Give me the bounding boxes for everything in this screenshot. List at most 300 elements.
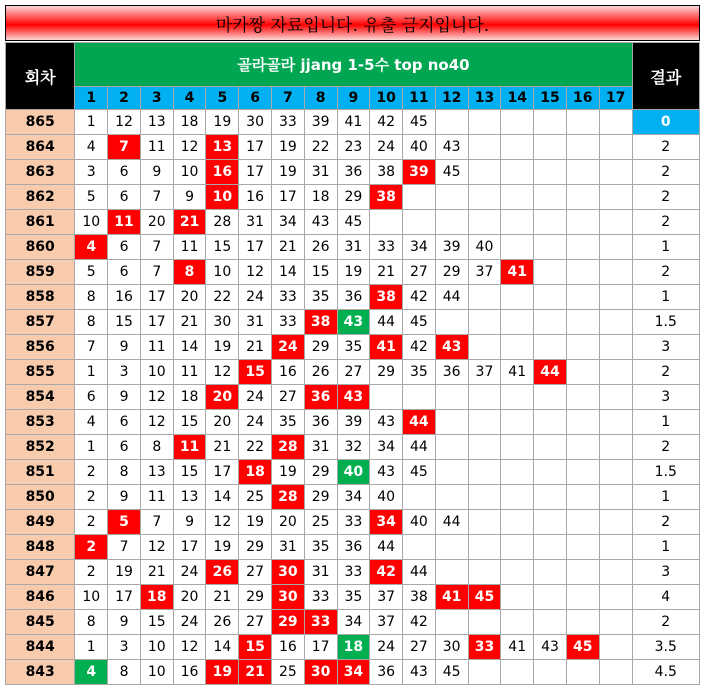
hit-number-cell: 11 [173, 435, 206, 460]
number-cell: 36 [337, 285, 370, 310]
empty-cell [599, 160, 632, 185]
number-cell: 17 [108, 585, 141, 610]
number-cell: 33 [370, 235, 403, 260]
column-number-8: 8 [304, 87, 337, 110]
empty-cell [566, 260, 599, 285]
empty-cell [468, 610, 501, 635]
number-cell: 31 [239, 310, 272, 335]
banner-text: 마카짱 자료입니다. 유출 금지입니다. [215, 15, 490, 36]
number-cell: 17 [304, 635, 337, 660]
result-header: 결과 [632, 43, 699, 110]
number-cell: 12 [140, 385, 173, 410]
result-cell: 2 [632, 610, 699, 635]
hit-number-cell: 15 [239, 360, 272, 385]
empty-cell [566, 360, 599, 385]
number-cell: 8 [108, 660, 141, 685]
number-cell: 40 [468, 235, 501, 260]
number-cell: 29 [304, 460, 337, 485]
number-cell: 37 [468, 360, 501, 385]
number-cell: 44 [435, 510, 468, 535]
empty-cell [468, 460, 501, 485]
number-cell: 34 [271, 210, 304, 235]
number-cell: 27 [239, 610, 272, 635]
number-cell: 29 [239, 535, 272, 560]
number-cell: 17 [206, 460, 239, 485]
empty-cell [501, 135, 534, 160]
empty-cell [566, 385, 599, 410]
result-cell: 4 [632, 585, 699, 610]
number-cell: 45 [403, 310, 436, 335]
empty-cell [468, 535, 501, 560]
number-cell: 9 [173, 510, 206, 535]
number-cell: 41 [501, 360, 534, 385]
number-cell: 42 [370, 110, 403, 135]
empty-cell [403, 385, 436, 410]
table-row [6, 460, 700, 485]
result-cell: 2 [632, 160, 699, 185]
hit-number-cell: 30 [271, 560, 304, 585]
number-cell: 8 [75, 285, 108, 310]
empty-cell [534, 410, 567, 435]
number-cell: 15 [304, 260, 337, 285]
hit-number-cell: 43 [435, 335, 468, 360]
column-number-12: 12 [435, 87, 468, 110]
number-cell: 29 [239, 585, 272, 610]
empty-cell [534, 560, 567, 585]
number-cell: 37 [468, 260, 501, 285]
empty-cell [534, 460, 567, 485]
number-cell: 21 [370, 260, 403, 285]
number-cell: 44 [370, 310, 403, 335]
table-row [6, 310, 700, 335]
empty-cell [534, 335, 567, 360]
table-row [6, 185, 700, 210]
number-cell: 6 [108, 260, 141, 285]
round-cell: 852 [6, 435, 75, 460]
empty-cell [403, 210, 436, 235]
number-cell: 11 [173, 360, 206, 385]
number-cell: 40 [403, 510, 436, 535]
number-cell: 8 [75, 310, 108, 335]
number-cell: 41 [501, 635, 534, 660]
number-cell: 14 [206, 635, 239, 660]
empty-cell [534, 660, 567, 685]
number-cell: 21 [271, 235, 304, 260]
number-cell: 12 [206, 510, 239, 535]
empty-cell [599, 660, 632, 685]
empty-cell [501, 335, 534, 360]
number-cell: 10 [206, 260, 239, 285]
number-cell: 2 [75, 485, 108, 510]
number-cell: 8 [140, 435, 173, 460]
number-cell: 14 [206, 485, 239, 510]
number-cell: 12 [173, 635, 206, 660]
hit-number-cell: 45 [566, 635, 599, 660]
number-cell: 29 [337, 185, 370, 210]
number-cell: 19 [239, 510, 272, 535]
hit-number-cell: 38 [370, 185, 403, 210]
column-number-14: 14 [501, 87, 534, 110]
empty-cell [435, 410, 468, 435]
round-header: 회차 [6, 43, 75, 110]
number-cell: 36 [435, 360, 468, 385]
empty-cell [403, 485, 436, 510]
results-table [5, 42, 700, 685]
number-cell: 33 [304, 585, 337, 610]
number-cell: 42 [403, 285, 436, 310]
empty-cell [599, 585, 632, 610]
empty-cell [599, 360, 632, 385]
hit-number-cell: 40 [337, 460, 370, 485]
table-title: 골라골라 jjang 1-5수 top no40 [75, 43, 632, 87]
empty-cell [501, 210, 534, 235]
hit-number-cell: 5 [108, 510, 141, 535]
hit-number-cell: 42 [370, 560, 403, 585]
round-cell: 847 [6, 560, 75, 585]
number-cell: 12 [140, 535, 173, 560]
empty-cell [599, 435, 632, 460]
number-cell: 35 [337, 335, 370, 360]
empty-cell [534, 485, 567, 510]
number-cell: 42 [403, 610, 436, 635]
number-cell: 17 [140, 285, 173, 310]
empty-cell [370, 210, 403, 235]
hit-number-cell: 38 [304, 310, 337, 335]
empty-cell [468, 560, 501, 585]
number-cell: 43 [304, 210, 337, 235]
table-row [6, 110, 700, 135]
number-cell: 13 [173, 485, 206, 510]
number-cell: 43 [370, 460, 403, 485]
number-cell: 16 [108, 285, 141, 310]
number-cell: 27 [403, 260, 436, 285]
hit-number-cell: 7 [108, 135, 141, 160]
empty-cell [599, 460, 632, 485]
number-cell: 20 [173, 285, 206, 310]
number-cell: 33 [271, 285, 304, 310]
column-number-6: 6 [239, 87, 272, 110]
empty-cell [468, 510, 501, 535]
column-number-row [6, 87, 700, 110]
number-cell: 34 [403, 235, 436, 260]
hit-number-cell: 10 [206, 185, 239, 210]
number-cell: 18 [173, 110, 206, 135]
number-cell: 12 [239, 260, 272, 285]
empty-cell [435, 435, 468, 460]
result-cell: 2 [632, 185, 699, 210]
round-cell: 863 [6, 160, 75, 185]
hit-number-cell: 30 [304, 660, 337, 685]
empty-cell [501, 485, 534, 510]
number-cell: 32 [337, 435, 370, 460]
table-row [6, 285, 700, 310]
number-cell: 19 [271, 160, 304, 185]
number-cell: 1 [75, 110, 108, 135]
empty-cell [599, 310, 632, 335]
empty-cell [501, 185, 534, 210]
empty-cell [501, 460, 534, 485]
number-cell: 24 [173, 610, 206, 635]
number-cell: 6 [75, 385, 108, 410]
table-row [6, 560, 700, 585]
hit-number-cell: 21 [173, 210, 206, 235]
table-row [6, 235, 700, 260]
empty-cell [435, 485, 468, 510]
number-cell: 43 [370, 410, 403, 435]
empty-cell [435, 210, 468, 235]
table-body [6, 110, 700, 685]
column-number-3: 3 [140, 87, 173, 110]
hit-number-cell: 44 [403, 410, 436, 435]
empty-cell [435, 460, 468, 485]
number-cell: 35 [403, 360, 436, 385]
number-cell: 16 [271, 360, 304, 385]
number-cell: 4 [75, 135, 108, 160]
number-cell: 16 [239, 185, 272, 210]
hit-number-cell: 43 [337, 310, 370, 335]
hit-number-cell: 41 [435, 585, 468, 610]
table-row [6, 510, 700, 535]
hit-number-cell: 8 [173, 260, 206, 285]
number-cell: 16 [271, 635, 304, 660]
hit-number-cell: 41 [370, 335, 403, 360]
empty-cell [435, 310, 468, 335]
number-cell: 11 [140, 335, 173, 360]
empty-cell [534, 235, 567, 260]
hit-number-cell: 33 [468, 635, 501, 660]
number-cell: 19 [271, 460, 304, 485]
number-cell: 33 [337, 560, 370, 585]
number-cell: 35 [304, 285, 337, 310]
empty-cell [566, 110, 599, 135]
number-cell: 31 [239, 210, 272, 235]
empty-cell [534, 285, 567, 310]
empty-cell [501, 235, 534, 260]
number-cell: 21 [173, 310, 206, 335]
empty-cell [566, 610, 599, 635]
empty-cell [468, 110, 501, 135]
number-cell: 7 [140, 235, 173, 260]
empty-cell [566, 435, 599, 460]
empty-cell [435, 535, 468, 560]
column-number-16: 16 [566, 87, 599, 110]
number-cell: 2 [75, 510, 108, 535]
number-cell: 1 [75, 435, 108, 460]
empty-cell [534, 210, 567, 235]
empty-cell [599, 135, 632, 160]
round-cell: 862 [6, 185, 75, 210]
number-cell: 45 [403, 110, 436, 135]
result-cell: 3 [632, 560, 699, 585]
column-number-17: 17 [599, 87, 632, 110]
number-cell: 7 [140, 260, 173, 285]
empty-cell [599, 285, 632, 310]
number-cell: 27 [271, 385, 304, 410]
empty-cell [501, 160, 534, 185]
empty-cell [599, 185, 632, 210]
empty-cell [599, 485, 632, 510]
hit-number-cell: 33 [304, 610, 337, 635]
empty-cell [599, 410, 632, 435]
empty-cell [534, 260, 567, 285]
number-cell: 26 [304, 360, 337, 385]
hit-number-cell: 30 [271, 585, 304, 610]
number-cell: 36 [337, 535, 370, 560]
empty-cell [566, 285, 599, 310]
table-row [6, 485, 700, 510]
number-cell: 17 [239, 160, 272, 185]
result-cell: 1 [632, 285, 699, 310]
empty-cell [468, 435, 501, 460]
number-cell: 45 [403, 460, 436, 485]
number-cell: 9 [108, 610, 141, 635]
number-cell: 22 [206, 285, 239, 310]
empty-cell [599, 510, 632, 535]
empty-cell [599, 385, 632, 410]
hit-number-cell: 41 [501, 260, 534, 285]
result-cell: 1 [632, 485, 699, 510]
number-cell: 33 [271, 310, 304, 335]
empty-cell [435, 110, 468, 135]
hit-number-cell: 20 [206, 385, 239, 410]
number-cell: 39 [337, 410, 370, 435]
empty-cell [435, 185, 468, 210]
number-cell: 10 [75, 585, 108, 610]
table-row [6, 260, 700, 285]
number-cell: 19 [206, 535, 239, 560]
number-cell: 25 [271, 660, 304, 685]
number-cell: 27 [403, 635, 436, 660]
number-cell: 39 [435, 235, 468, 260]
number-cell: 18 [173, 385, 206, 410]
number-cell: 22 [239, 435, 272, 460]
empty-cell [435, 560, 468, 585]
column-number-15: 15 [534, 87, 567, 110]
number-cell: 24 [370, 635, 403, 660]
number-cell: 20 [271, 510, 304, 535]
table-row [6, 335, 700, 360]
number-cell: 29 [435, 260, 468, 285]
number-cell: 41 [337, 110, 370, 135]
table-row [6, 660, 700, 685]
number-cell: 9 [108, 485, 141, 510]
empty-cell [599, 610, 632, 635]
empty-cell [534, 535, 567, 560]
number-cell: 10 [173, 160, 206, 185]
empty-cell [468, 160, 501, 185]
number-cell: 29 [304, 485, 337, 510]
number-cell: 44 [370, 535, 403, 560]
empty-cell [534, 435, 567, 460]
number-cell: 40 [370, 485, 403, 510]
result-cell: 0 [632, 110, 699, 135]
empty-cell [501, 110, 534, 135]
table-row [6, 585, 700, 610]
number-cell: 11 [140, 135, 173, 160]
number-cell: 40 [403, 135, 436, 160]
table-row [6, 410, 700, 435]
round-cell: 864 [6, 135, 75, 160]
empty-cell [501, 510, 534, 535]
hit-number-cell: 13 [206, 135, 239, 160]
result-cell: 1.5 [632, 310, 699, 335]
number-cell: 3 [108, 635, 141, 660]
column-number-9: 9 [337, 87, 370, 110]
number-cell: 43 [403, 660, 436, 685]
number-cell: 45 [435, 160, 468, 185]
number-cell: 20 [173, 585, 206, 610]
number-cell: 7 [75, 335, 108, 360]
number-cell: 36 [337, 160, 370, 185]
number-cell: 44 [435, 285, 468, 310]
hit-number-cell: 28 [271, 485, 304, 510]
empty-cell [501, 560, 534, 585]
number-cell: 5 [75, 185, 108, 210]
result-cell: 1 [632, 410, 699, 435]
result-cell: 3 [632, 385, 699, 410]
column-number-7: 7 [271, 87, 304, 110]
hit-number-cell: 2 [75, 535, 108, 560]
number-cell: 24 [370, 135, 403, 160]
number-cell: 34 [337, 610, 370, 635]
empty-cell [468, 310, 501, 335]
empty-cell [599, 210, 632, 235]
round-cell: 851 [6, 460, 75, 485]
result-cell: 3.5 [632, 635, 699, 660]
number-cell: 1 [75, 635, 108, 660]
number-cell: 42 [403, 335, 436, 360]
number-cell: 15 [206, 235, 239, 260]
number-cell: 2 [75, 560, 108, 585]
number-cell: 31 [304, 435, 337, 460]
round-cell: 865 [6, 110, 75, 135]
number-cell: 29 [304, 335, 337, 360]
number-cell: 38 [403, 585, 436, 610]
empty-cell [534, 310, 567, 335]
empty-cell [501, 435, 534, 460]
empty-cell [501, 585, 534, 610]
hit-number-cell: 28 [271, 435, 304, 460]
empty-cell [534, 110, 567, 135]
number-cell: 4 [75, 410, 108, 435]
table-row [6, 160, 700, 185]
empty-cell [566, 235, 599, 260]
empty-cell [566, 185, 599, 210]
number-cell: 30 [435, 635, 468, 660]
empty-cell [501, 610, 534, 635]
number-cell: 31 [271, 535, 304, 560]
number-cell: 22 [304, 135, 337, 160]
number-cell: 10 [140, 635, 173, 660]
hit-number-cell: 39 [403, 160, 436, 185]
empty-cell [534, 185, 567, 210]
round-cell: 860 [6, 235, 75, 260]
number-cell: 24 [173, 560, 206, 585]
number-cell: 21 [206, 585, 239, 610]
empty-cell [599, 260, 632, 285]
round-cell: 854 [6, 385, 75, 410]
empty-cell [534, 510, 567, 535]
number-cell: 15 [173, 460, 206, 485]
number-cell: 45 [337, 210, 370, 235]
number-cell: 39 [304, 110, 337, 135]
number-cell: 7 [108, 535, 141, 560]
result-cell: 2 [632, 435, 699, 460]
empty-cell [468, 410, 501, 435]
hit-number-cell: 34 [370, 510, 403, 535]
round-cell: 843 [6, 660, 75, 685]
number-cell: 38 [370, 160, 403, 185]
